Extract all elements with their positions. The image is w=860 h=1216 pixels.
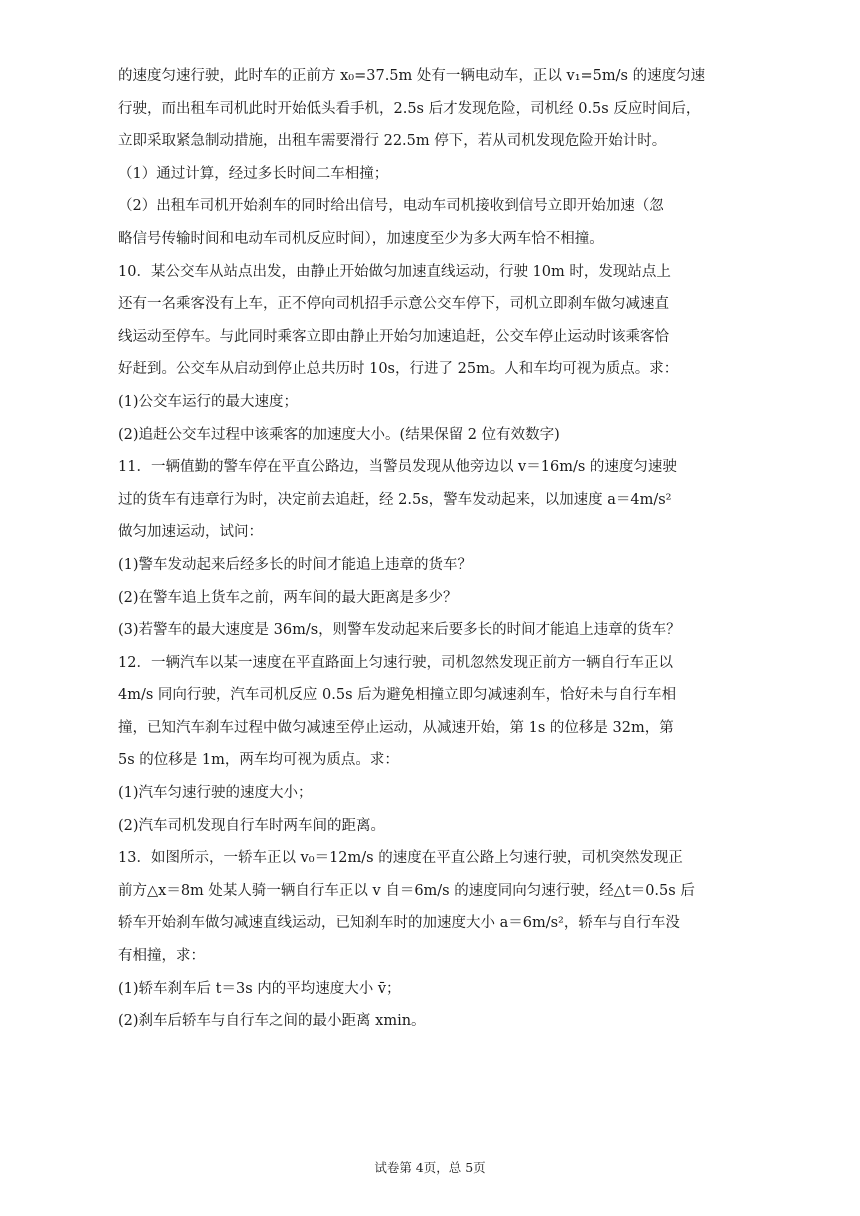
sub-question: (1)汽车匀速行驶的速度大小； <box>118 785 313 802</box>
sub-question: (3)若警车的最大速度是 36m/s，则警车发动起来后要多长的时间才能追上违章的货车？ <box>118 622 681 639</box>
text-line: 还有一名乘客没有上车，正不停向司机招手示意公交车停下，司机立即刹车做匀减速直 <box>118 296 669 313</box>
text-line: 4m/s 同向行驶，汽车司机反应 0.5s 后为避免相撞立即匀减速刹车，恰好未与自行车相 <box>118 687 677 704</box>
text-line: 略信号传输时间和电动车司机反应时间），加速度至少为多大两车恰不相撞。 <box>118 230 604 247</box>
sub-question: (2)在警车追上货车之前，两车间的最大距离是多少？ <box>118 589 458 606</box>
text-line: 做匀加速运动，试问： <box>118 524 263 541</box>
sub-question: (2)汽车司机发现自行车时两车间的距离。 <box>118 817 386 834</box>
text-line: 撞，已知汽车刹车过程中做匀减速至停止运动，从减速开始，第 1s 的位移是 32m，第 <box>118 719 674 736</box>
question-11: 11．一辆值勤的警车停在平直公路边，当警员发现从他旁边以 v＝16m/s 的速度匀速驶 <box>118 459 677 476</box>
text-line: 前方△x＝8m 处某人骑一辆自行车正以 v 自＝6m/s 的速度同向匀速行驶，经△t＝0.5s 后 <box>118 882 695 899</box>
question-text <box>118 60 718 1038</box>
question-12: 12．一辆汽车以某一速度在平直路面上匀速行驶，司机忽然发现正前方一辆自行车正以 <box>118 654 673 671</box>
text-line: 好赶到。公交车从启动到停止总共历时 10s，行进了 25m。人和车均可视为质点。求： <box>118 361 679 378</box>
text-line: 行驶，而出租车司机此时开始低头看手机，2.5s 后才发现危险，司机经 0.5s 反应时间后， <box>118 100 701 117</box>
text-line: 有相撞，求： <box>118 948 205 965</box>
question-13: 13．如图所示，一轿车正以 v₀＝12m/s 的速度在平直公路上匀速行驶，司机突然发现正 <box>118 850 683 867</box>
text-line: 线运动至停车。与此同时乘客立即由静止开始匀加速追赶，公交车停止运动时该乘客恰 <box>118 328 669 345</box>
text-line: 轿车开始刹车做匀减速直线运动，已知刹车时的加速度大小 a＝6m/s²，轿车与自行车没 <box>118 915 680 932</box>
sub-question: (1)警车发动起来后经多长的时间才能追上违章的货车？ <box>118 556 473 573</box>
text-line: 立即采取紧急制动措施，出租车需要滑行 22.5m 停下，若从司机发现危险开始计时。 <box>118 133 667 150</box>
text-line: （1）通过计算，经过多长时间二车相撞； <box>118 165 389 182</box>
text-line: （2）出租车司机开始刹车的同时给出信号，电动车司机接收到信号立即开始加速（忽 <box>118 198 664 215</box>
sub-question: (2)追赶公交车过程中该乘客的加速度大小。(结果保留 2 位有效数字) <box>118 426 560 443</box>
sub-question: (2)刹车后轿车与自行车之间的最小距离 xmin。 <box>118 1013 426 1030</box>
text-line: 5s 的位移是 1m，两车均可视为质点。求： <box>118 752 399 769</box>
sub-question: (1)公交车运行的最大速度； <box>118 393 299 410</box>
text-line: 的速度匀速行驶，此时车的正前方 x₀=37.5m 处有一辆电动车，正以 v₁=5m/s 的速度匀速 <box>118 68 706 84</box>
text-line: 过的货车有违章行为时，决定前去追赶，经 2.5s，警车发动起来，以加速度 a＝4m/s² <box>118 491 672 508</box>
question-10: 10．某公交车从站点出发，由静止开始做匀加速直线运动，行驶 10m 时，发现站点上 <box>118 263 671 280</box>
page-footer: 试卷第 4页，总 5页 <box>374 1160 486 1175</box>
sub-question: (1)轿车刹车后 t＝3s 内的平均速度大小 v̄； <box>118 980 401 997</box>
